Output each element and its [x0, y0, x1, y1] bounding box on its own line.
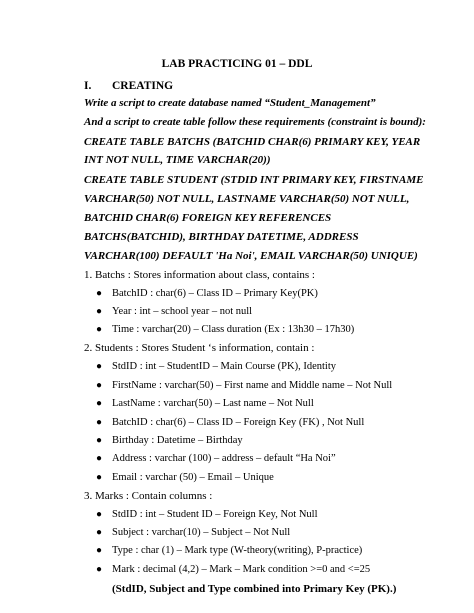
heading-number: I.: [84, 80, 92, 92]
list-item-text: Mark : decimal (4,2) – Mark – Mark condition >=0 and <=25: [112, 564, 371, 575]
bullet-icon: ●: [96, 435, 103, 446]
sql-line: VARCHAR(100) DEFAULT 'Ha Noi', EMAIL VARCHAR(50) UNIQUE): [84, 250, 418, 262]
list-item: [96, 435, 243, 446]
sql-line: BATCHID CHAR(6) FOREIGN KEY REFERENCES: [84, 212, 332, 224]
list-item: [96, 509, 318, 520]
list-item-text: BatchID : char(6) – Class ID – Foreign Key (FK) , Not Null: [112, 417, 365, 428]
task-line: Write a script to create database named “Student_Management”: [84, 97, 376, 109]
sql-line: VARCHAR(50) NOT NULL, LASTNAME VARCHAR(50) NOT NULL,: [84, 193, 410, 205]
list-item: [96, 324, 354, 335]
list-item-text: Type : char (1) – Mark type (W-theory(writing), P-practice): [112, 545, 363, 556]
bullet-icon: ●: [96, 306, 103, 317]
list-item-text: FirstName : varchar(50) – First name and Middle name – Not Null: [112, 380, 393, 391]
list-item-text: Birthday : Datetime – Birthday: [112, 435, 243, 446]
sql-line: INT NOT NULL, TIME VARCHAR(20)): [84, 154, 271, 166]
list-item: [96, 380, 392, 391]
bullet-icon: ●: [96, 380, 103, 391]
bullet-icon: ●: [96, 417, 103, 428]
list-item: [96, 361, 336, 372]
bullet-icon: ●: [96, 564, 103, 575]
bullet-icon: ●: [96, 453, 103, 464]
section-title-marks: 3. Marks : Contain columns :: [84, 490, 213, 502]
bullet-icon: ●: [96, 361, 103, 372]
list-item: [96, 453, 336, 464]
list-item: [96, 564, 370, 575]
bullet-icon: ●: [96, 324, 103, 335]
section-heading: [84, 80, 173, 92]
task-line: And a script to create table follow these requirements (constraint is bound):: [84, 116, 426, 128]
list-item-text: Year : int – school year – not null: [112, 306, 253, 317]
list-item-text: Email : varchar (50) – Email – Unique: [112, 472, 274, 483]
list-item: [96, 306, 252, 317]
sql-line: CREATE TABLE BATCHS (BATCHID CHAR(6) PRIMARY KEY, YEAR: [84, 136, 421, 148]
list-item-text: Time : varchar(20) – Class duration (Ex : 13h30 – 17h30): [112, 324, 355, 335]
bullet-icon: ●: [96, 527, 103, 538]
list-item-text: Address : varchar (100) – address – default “Ha Noi”: [112, 453, 336, 464]
bullet-icon: ●: [96, 288, 103, 299]
list-item: [96, 545, 362, 556]
list-item-text: StdID : int – Student ID – Foreign Key, Not Null: [112, 509, 318, 520]
bullet-icon: ●: [96, 509, 103, 520]
list-item: [96, 417, 364, 428]
section-title-batchs: 1. Batchs : Stores information about class, contains :: [84, 269, 315, 281]
list-item: [96, 472, 274, 483]
sql-line: CREATE TABLE STUDENT (STDID INT PRIMARY KEY, FIRSTNAME: [84, 174, 424, 186]
list-item: [96, 527, 290, 538]
list-item-text: StdID : int – StudentID – Main Course (PK), Identity: [112, 361, 336, 372]
sql-line: BATCHS(BATCHID), BIRTHDAY DATETIME, ADDRESS: [84, 231, 359, 243]
heading-text: CREATING: [112, 80, 174, 92]
bullet-icon: ●: [96, 472, 103, 483]
list-item: [96, 288, 318, 299]
list-item-text: BatchID : char(6) – Class ID – Primary Key(PK): [112, 288, 318, 299]
bullet-icon: ●: [96, 545, 103, 556]
list-item-text: LastName : varchar(50) – Last name – Not Null: [112, 398, 314, 409]
section-title-students: 2. Students : Stores Student ‘s information, contain :: [84, 342, 315, 354]
bullet-icon: ●: [96, 398, 103, 409]
primary-key-note: (StdID, Subject and Type combined into Primary Key (PK).): [112, 583, 397, 595]
page-title: LAB PRACTICING 01 – DDL: [161, 58, 313, 70]
list-item-text: Subject : varchar(10) – Subject – Not Null: [112, 527, 291, 538]
list-item: [96, 398, 314, 409]
